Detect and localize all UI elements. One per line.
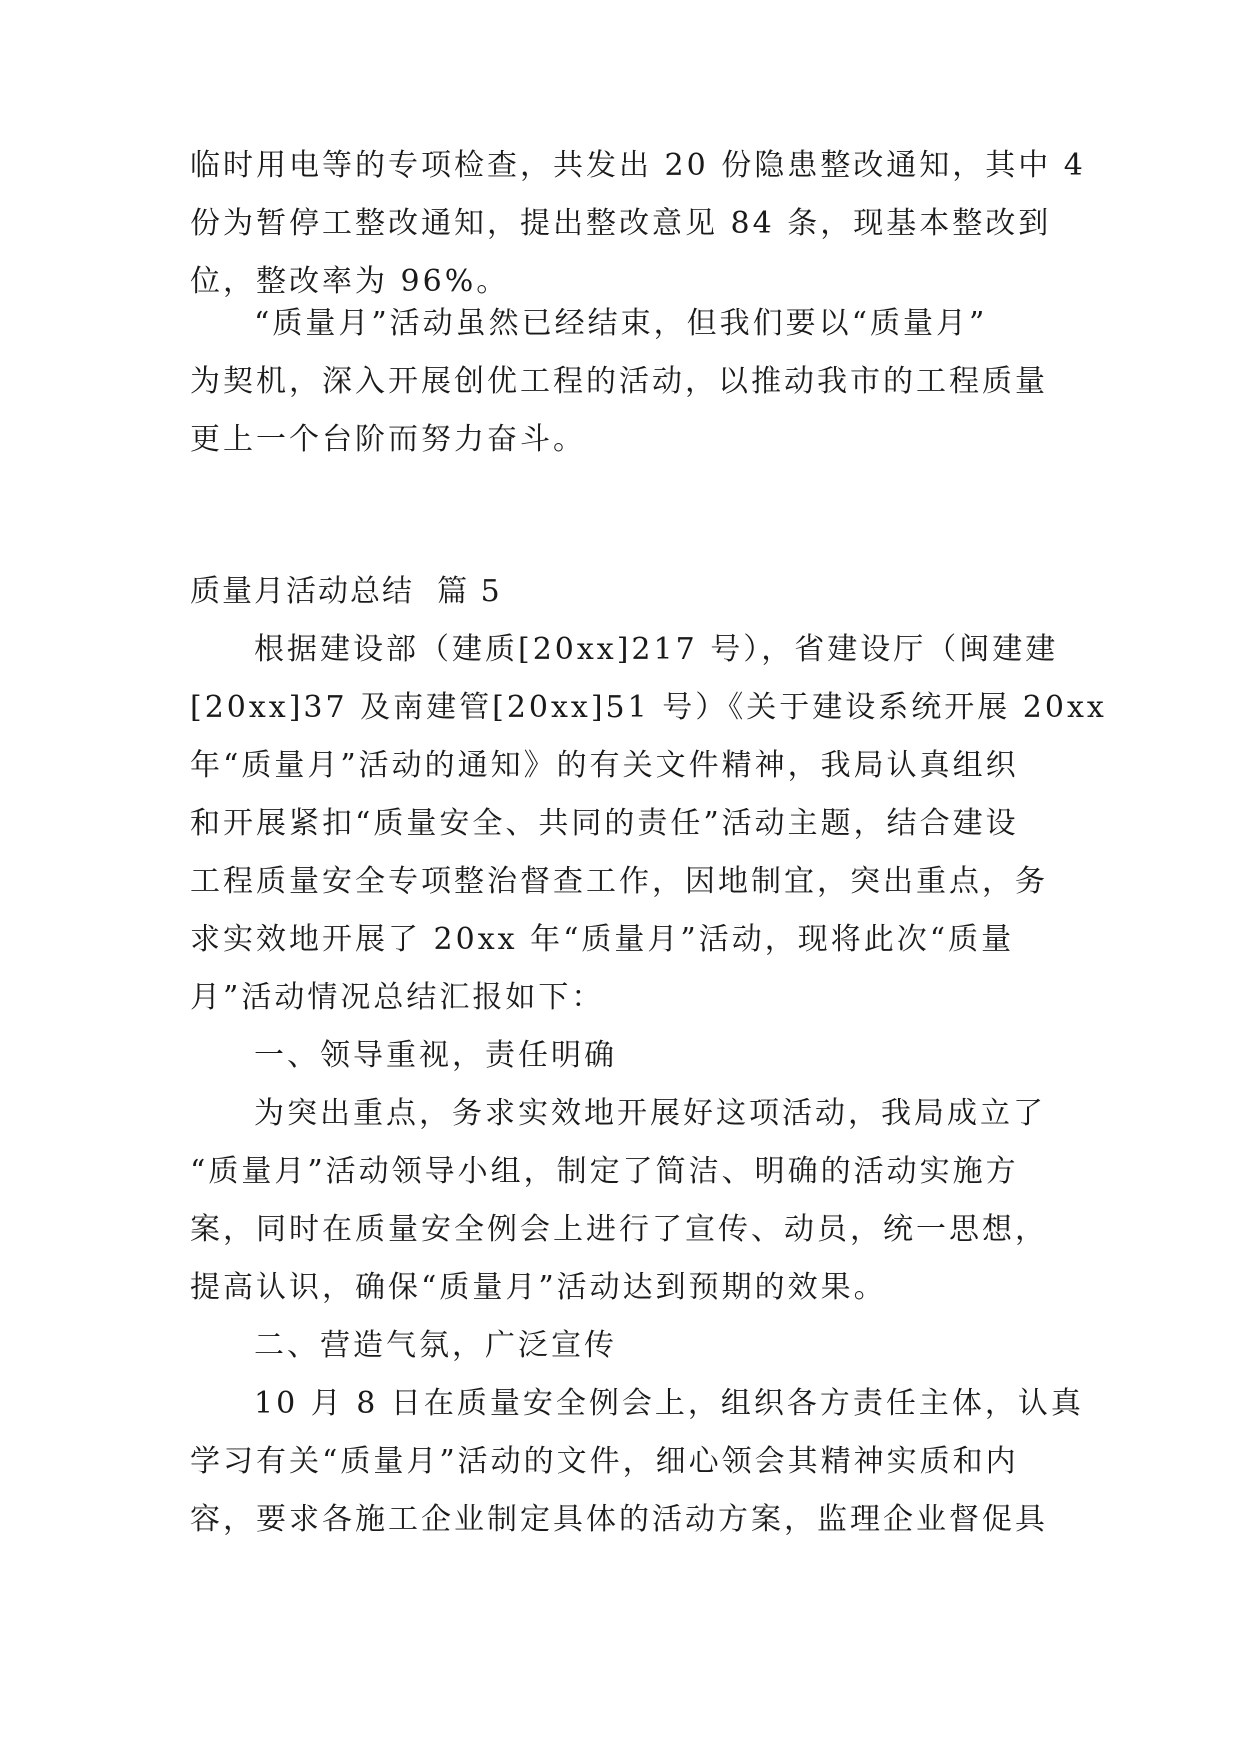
text-line: 临时用电等的专项检查，共发出 20 份隐患整改通知，其中 4	[190, 148, 1086, 183]
text-line: 份为暂停工整改通知，提出整改意见 84 条，现基本整改到	[190, 206, 1052, 241]
text-line: 根据建设部（建质[20xx]217 号），省建设厅（闽建建	[254, 632, 1059, 667]
heading-leadership: 一、领导重视，责任明确	[254, 1038, 617, 1073]
text-line: 为突出重点，务求实效地开展好这项活动，我局成立了	[254, 1096, 1046, 1131]
text-line: 案，同时在质量安全例会上进行了宣传、动员，统一思想，	[190, 1212, 1048, 1247]
text-line: 和开展紧扣“质量安全、共同的责任”活动主题，结合建设	[190, 806, 1019, 841]
text-line: “质量月”活动领导小组，制定了简洁、明确的活动实施方	[190, 1154, 1019, 1189]
heading-2-block	[190, 1317, 1070, 1375]
text-line: “质量月”活动虽然已经结束，但我们要以“质量月”	[254, 306, 988, 341]
text-line: [20xx]37 及南建管[20xx]51 号）《关于建设系统开展 20xx	[190, 690, 1107, 725]
text-line: 提高认识，确保“质量月”活动达到预期的效果。	[190, 1270, 887, 1305]
paragraph-1	[190, 1085, 1070, 1317]
paragraph-continued	[190, 137, 1086, 311]
section-title: 质量月活动总结 篇 5	[190, 574, 502, 609]
text-line: 为契机，深入开展创优工程的活动，以推动我市的工程质量	[190, 364, 1048, 399]
text-line: 10 月 8 日在质量安全例会上，组织各方责任主体，认真	[254, 1386, 1084, 1421]
text-line: 求实效地开展了 20xx 年“质量月”活动，现将此次“质量	[190, 922, 1015, 957]
text-line: 学习有关“质量月”活动的文件，细心领会其精神实质和内	[190, 1444, 1019, 1479]
text-line: 更上一个台阶而努力奋斗。	[190, 422, 586, 457]
paragraph-intro	[190, 621, 1107, 1027]
paragraph-conclusion	[190, 295, 1070, 469]
section-title-block	[190, 563, 1070, 621]
heading-1-block	[190, 1027, 1070, 1085]
text-line: 容，要求各施工企业制定具体的活动方案，监理企业督促具	[190, 1502, 1048, 1537]
paragraph-2	[190, 1375, 1084, 1549]
text-line: 工程质量安全专项整治督查工作，因地制宜，突出重点，务	[190, 864, 1048, 899]
heading-publicity: 二、营造气氛，广泛宣传	[254, 1328, 617, 1363]
text-line: 年“质量月”活动的通知》的有关文件精神，我局认真组织	[190, 748, 1019, 783]
text-line: 月”活动情况总结汇报如下：	[190, 980, 605, 1015]
text-line: 位，整改率为 96%。	[190, 264, 510, 299]
